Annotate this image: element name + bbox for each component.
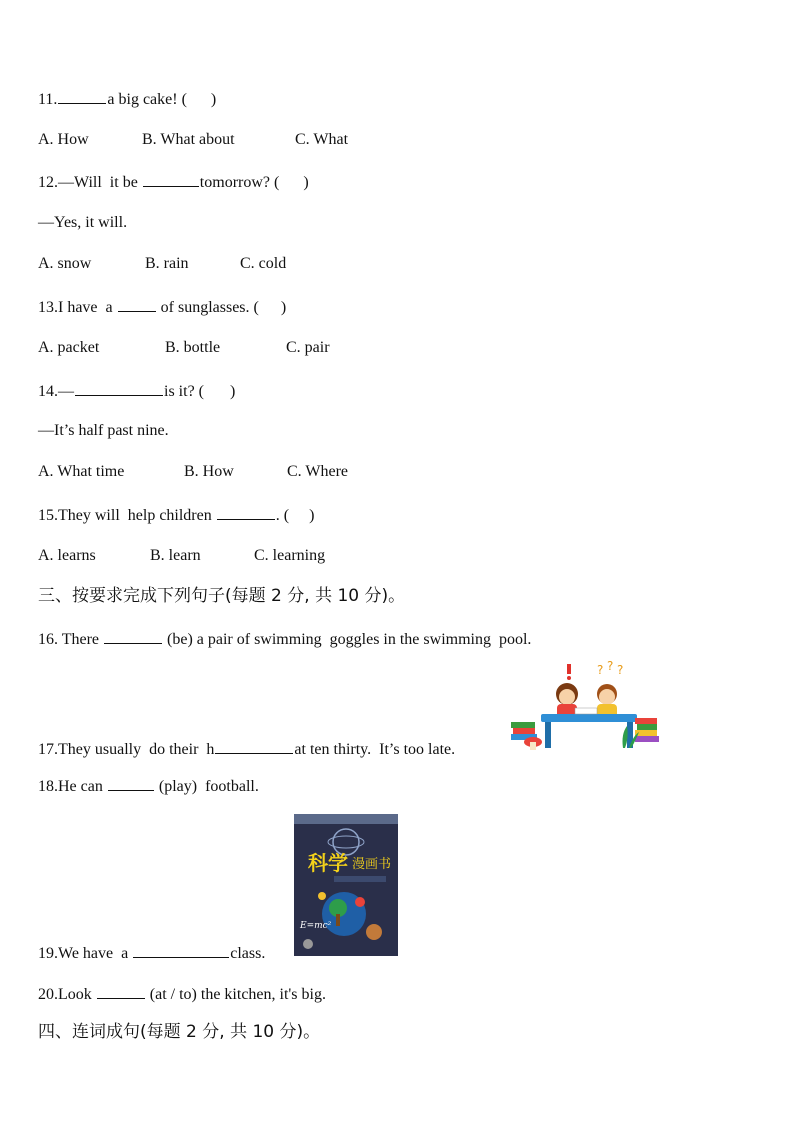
paren-close: ) bbox=[309, 507, 315, 524]
option-c: C. learning bbox=[254, 547, 326, 564]
question-12 bbox=[38, 171, 309, 193]
answer-blank[interactable] bbox=[58, 88, 106, 104]
question-19-text: 19.We have a bbox=[38, 945, 129, 962]
answer-blank[interactable] bbox=[143, 171, 199, 187]
question-14 bbox=[38, 380, 235, 402]
question-19-text: class. bbox=[230, 945, 266, 962]
question-20-text: 20.Look bbox=[38, 986, 92, 1003]
option-a: A. packet bbox=[38, 339, 100, 356]
option-c: C. cold bbox=[240, 255, 287, 272]
children-studying-illustration bbox=[505, 660, 659, 752]
formula-text: E=mc² bbox=[300, 921, 332, 931]
option-c: C. Where bbox=[287, 463, 349, 480]
option-b: B. learn bbox=[150, 547, 201, 564]
answer-blank[interactable] bbox=[104, 628, 162, 644]
option-a: A. learns bbox=[38, 547, 96, 564]
question-19 bbox=[38, 942, 265, 964]
desk bbox=[541, 714, 637, 722]
book-title: 科学 bbox=[308, 851, 348, 875]
answer-blank[interactable] bbox=[217, 504, 275, 520]
question-12-answer: —Yes, it will. bbox=[38, 214, 128, 231]
question-16-text: 16. There bbox=[38, 631, 100, 648]
question-17-text: at ten thirty. It’s too late. bbox=[294, 741, 456, 758]
question-11-text: 11. bbox=[38, 91, 58, 108]
paren-close: ) bbox=[210, 91, 217, 108]
answer-blank[interactable] bbox=[133, 942, 229, 958]
question-18 bbox=[38, 775, 259, 797]
question-13-text: 13.I have a bbox=[38, 299, 113, 316]
paren-close: ) bbox=[280, 299, 287, 316]
option-b: B. rain bbox=[145, 255, 189, 272]
question-20 bbox=[38, 983, 326, 1005]
question-15-text: . ( bbox=[275, 507, 290, 524]
question-16 bbox=[38, 628, 531, 650]
question-16-text: (be) a pair of swimming goggles in the swimming pool. bbox=[167, 631, 532, 648]
svg-text:?: ? bbox=[607, 660, 614, 673]
book-subtitle: 漫画书 bbox=[352, 857, 392, 872]
paren-close: ) bbox=[230, 383, 236, 400]
question-11-text: a big cake! ( bbox=[107, 91, 187, 108]
exclamation-icon bbox=[567, 664, 571, 674]
option-c: C. pair bbox=[286, 339, 330, 356]
section-heading-4: 四、连词成句(每题 2 分, 共 10 分)。 bbox=[38, 1022, 321, 1042]
option-b: B. bottle bbox=[165, 339, 221, 356]
question-18-text: (play) football. bbox=[158, 778, 259, 795]
question-13-text: of sunglasses. ( bbox=[160, 299, 259, 316]
question-20-text: (at / to) the kitchen, it's big. bbox=[149, 986, 326, 1003]
science-comic-book-cover bbox=[294, 814, 398, 956]
answer-blank[interactable] bbox=[118, 296, 156, 312]
answer-blank[interactable] bbox=[215, 738, 293, 754]
option-a: A. snow bbox=[38, 255, 92, 272]
option-c: C. What bbox=[295, 131, 349, 148]
question-14-text: 14.— bbox=[38, 383, 74, 400]
answer-blank[interactable] bbox=[108, 775, 154, 791]
question-15-text: 15.They will help children bbox=[38, 507, 212, 524]
section-heading-3: 三、按要求完成下列句子(每题 2 分, 共 10 分)。 bbox=[38, 586, 406, 606]
question-15 bbox=[38, 504, 314, 526]
option-b: B. What about bbox=[142, 131, 235, 148]
answer-blank[interactable] bbox=[75, 380, 163, 396]
option-b: B. How bbox=[184, 463, 234, 480]
question-mark-icon: ? bbox=[597, 663, 604, 677]
paren-close: ) bbox=[303, 174, 309, 191]
option-a: A. How bbox=[38, 131, 89, 148]
question-14-text: is it? ( bbox=[164, 383, 204, 400]
question-18-text: 18.He can bbox=[38, 778, 103, 795]
question-17-text: 17.They usually do their h bbox=[38, 741, 215, 758]
svg-text:?: ? bbox=[617, 663, 624, 677]
question-11 bbox=[38, 88, 216, 110]
question-12-text: tomorrow? ( bbox=[199, 174, 280, 191]
question-13 bbox=[38, 296, 286, 318]
question-14-answer: —It’s half past nine. bbox=[38, 422, 169, 439]
answer-blank[interactable] bbox=[97, 983, 145, 999]
question-17 bbox=[38, 738, 455, 760]
option-a: A. What time bbox=[38, 463, 125, 480]
question-12-text: 12.—Will it be bbox=[38, 174, 138, 191]
